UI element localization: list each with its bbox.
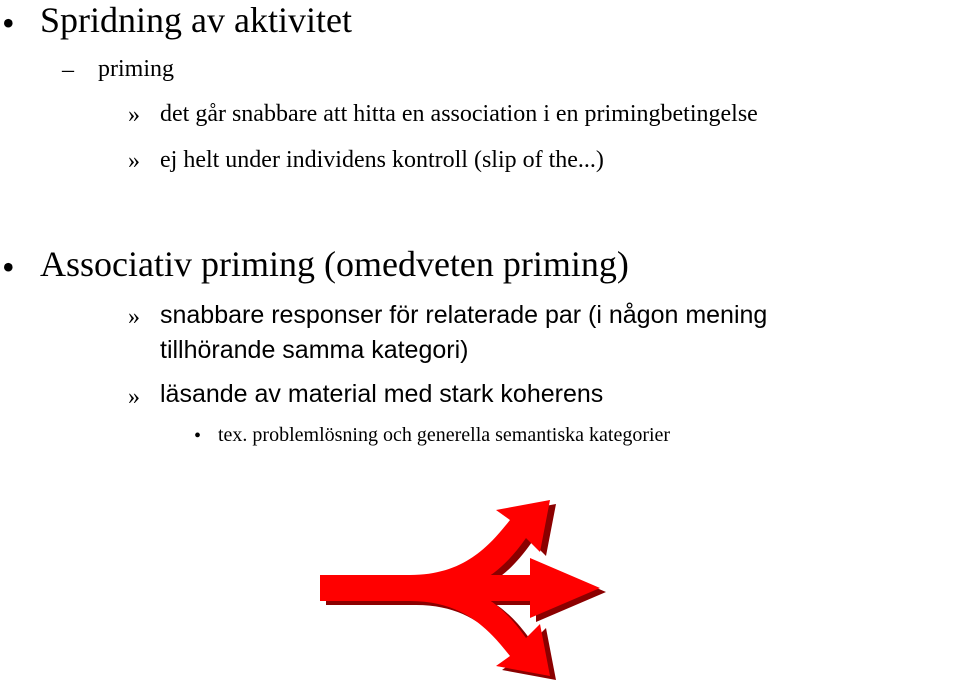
three-way-arrow-icon: [300, 490, 640, 690]
heading-spridning: Spridning av aktivitet: [40, 0, 352, 40]
bullet-heading-2: •: [2, 247, 15, 287]
marker-item-2: »: [128, 148, 140, 174]
item-snabbare-responser-line2: tillhörande samma kategori): [160, 336, 469, 364]
item-lasande-material: läsande av material med stark koherens: [160, 380, 604, 408]
marker-item-4: »: [128, 384, 140, 410]
bullet-heading-1: •: [2, 3, 15, 43]
sub-priming: priming: [98, 56, 174, 82]
dash-marker: –: [62, 57, 74, 83]
item-snabbare-association: det går snabbare att hitta en association i en primingbetingelse: [160, 101, 758, 127]
item-snabbare-responser-line1: snabbare responser för relaterade par (i någon mening: [160, 301, 768, 329]
sub-tex-problemlosning: tex. problemlösning och generella semantiska kategorier: [218, 424, 671, 446]
bullet-sub-tex: •: [194, 425, 202, 447]
item-ej-helt-kontroll: ej helt under individens kontroll (slip of the...): [160, 147, 604, 173]
arrow-main: [320, 500, 600, 676]
heading-associativ-priming: Associativ priming (omedveten priming): [40, 244, 629, 284]
marker-item-3: »: [128, 304, 140, 330]
marker-item-1: »: [128, 102, 140, 128]
